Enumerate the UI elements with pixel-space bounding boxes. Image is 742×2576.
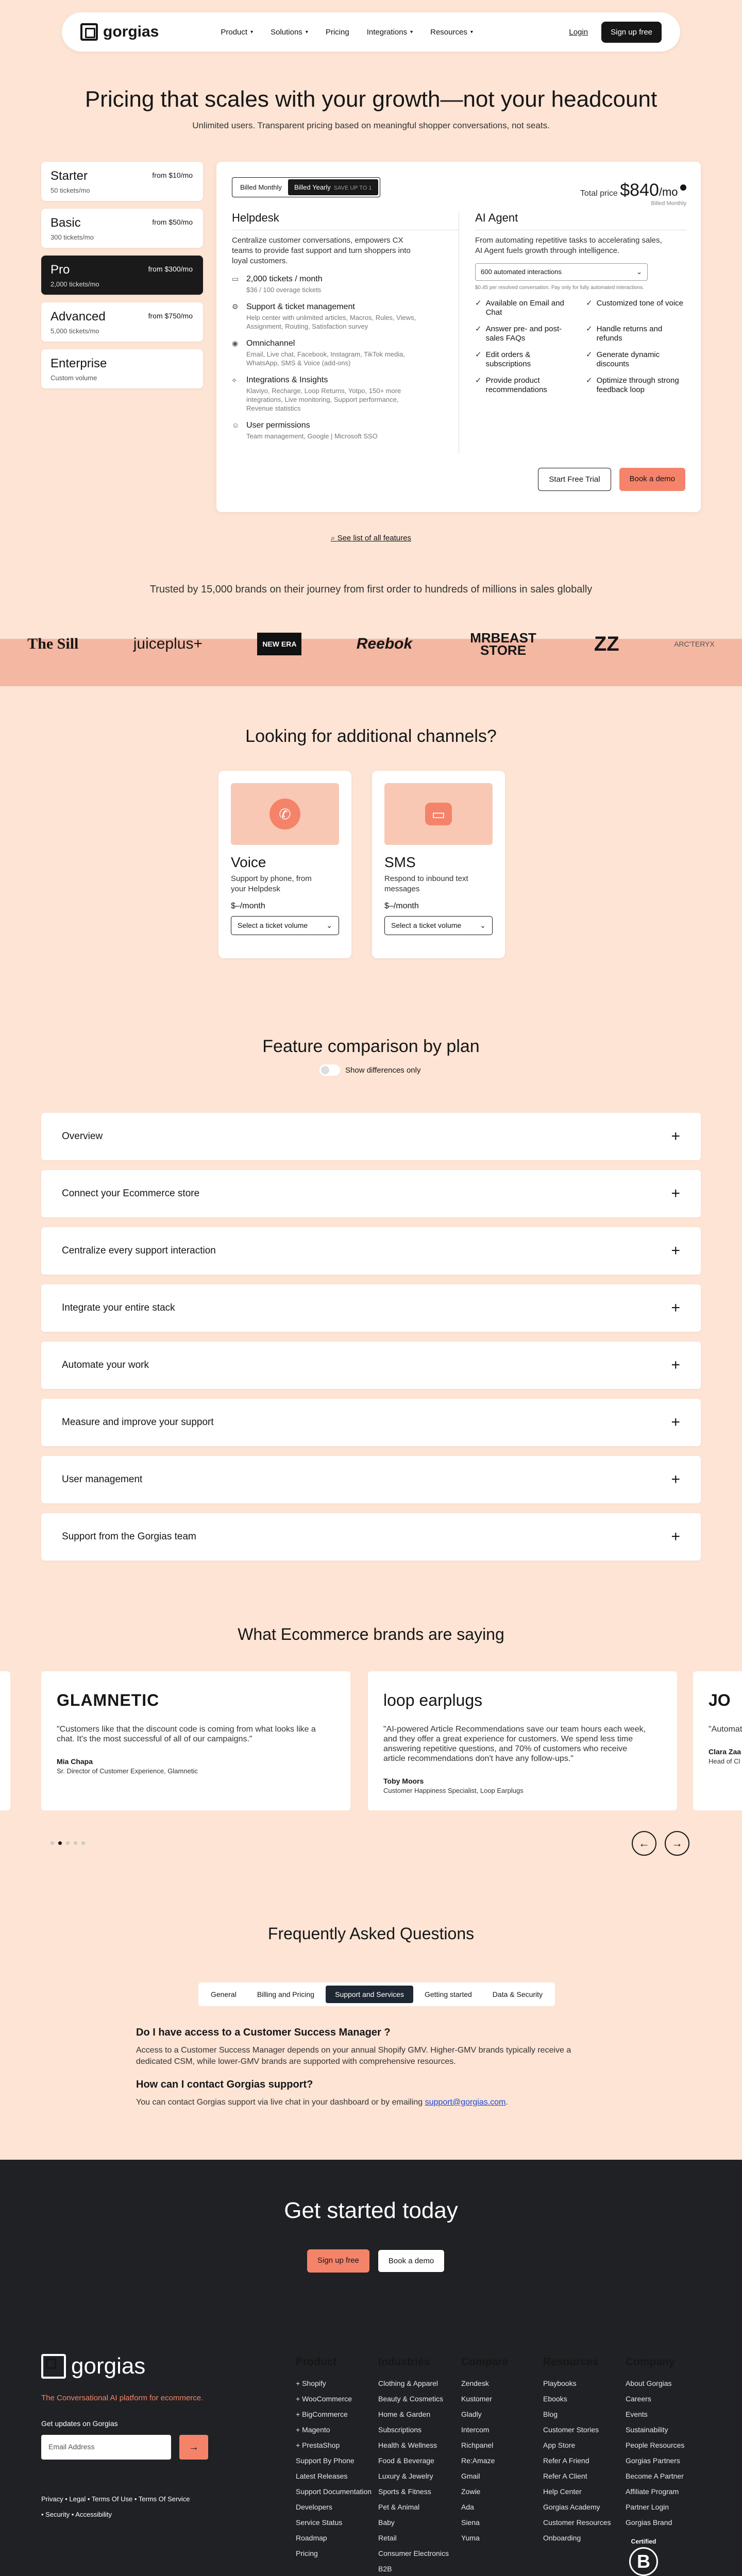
cta-buttons xyxy=(307,2249,445,2273)
chevron-down-icon: ▾ xyxy=(250,29,254,35)
updates-label: Get updates on Gorgias xyxy=(41,2419,118,2428)
footer-link[interactable]: Retail xyxy=(378,2534,397,2542)
plan-tickets: 5,000 tickets/mo xyxy=(50,327,99,335)
ai-feature: ✓ Provide product recommendations xyxy=(475,376,547,394)
accordion-overview[interactable]: Overview + xyxy=(41,1113,701,1160)
footer-link[interactable]: Playbooks xyxy=(543,2379,577,2387)
site-header xyxy=(62,12,680,52)
plan-name: Advanced xyxy=(50,310,106,324)
accordion-support[interactable]: Support from the Gorgias team + xyxy=(41,1513,701,1561)
ticket-icon: ▭ xyxy=(232,275,239,283)
info-icon[interactable] xyxy=(680,184,686,191)
footer-link[interactable]: Beauty & Cosmetics xyxy=(378,2395,444,2403)
plug-icon: ⟡ xyxy=(232,376,237,384)
footer-link[interactable]: Siena xyxy=(461,2518,480,2527)
arrow-right-icon[interactable]: → xyxy=(665,1831,689,1856)
ai-feature: ✓ Edit orders & subscriptions xyxy=(475,350,531,368)
tab-data-security[interactable]: Data & Security xyxy=(492,1990,543,1998)
accordion-measure[interactable]: Measure and improve your support + xyxy=(41,1399,701,1446)
testimonial-prev-peek xyxy=(0,1671,10,1810)
logo-mark-icon xyxy=(80,23,98,41)
plan-list xyxy=(41,162,203,396)
chevron-down-icon: ⌄ xyxy=(636,268,642,276)
footer-link[interactable]: Latest Releases xyxy=(296,2472,348,2480)
faq-answer: You can contact Gorgias support via live chat in your dashboard or by emailing support@gorgias.com. xyxy=(136,2098,508,2107)
faq-question[interactable]: Do I have access to a Customer Success Manager ? xyxy=(136,2027,391,2038)
faq-title: Frequently Asked Questions xyxy=(267,1924,475,1943)
ai-feature: ✓ Handle returns and refunds xyxy=(586,325,663,343)
chevron-down-icon: ⌄ xyxy=(480,921,486,929)
users-icon: ☺ xyxy=(232,421,240,429)
plan-price: from $300/mo xyxy=(148,265,193,273)
footer-link[interactable]: Careers xyxy=(626,2395,651,2403)
footer-link[interactable]: Roadmap xyxy=(296,2534,327,2542)
brand-logo: ARC'TERYX xyxy=(674,640,715,648)
footer-link[interactable]: + Magento xyxy=(296,2426,330,2434)
support-icon: ⚙ xyxy=(232,302,239,311)
footer-link[interactable]: + Shopify xyxy=(296,2379,326,2387)
footer-link[interactable]: + BigCommerce xyxy=(296,2410,348,2418)
legal-links: Privacy • Legal • Terms Of Use • Terms Of Service • Security • Accessibility xyxy=(41,2495,190,2518)
footer-link[interactable]: Zendesk xyxy=(461,2379,489,2387)
plus-icon: + xyxy=(671,1528,680,1545)
plus-icon: + xyxy=(671,1471,680,1488)
nav-resources[interactable]: Resources ▾ xyxy=(430,27,473,37)
differences-toggle[interactable] xyxy=(319,1064,420,1076)
testimonial-quote: "Customers like that the discount code is coming from what looks like a chat. It's the most successful of all of our campaigns." xyxy=(57,1725,316,1743)
footer-link[interactable]: Home & Garden xyxy=(378,2410,431,2418)
testimonial-name: Mia Chapa xyxy=(57,1757,93,1766)
channel-card-voice xyxy=(218,771,351,958)
billing-yearly[interactable]: Billed Yearly SAVE UP TO 1 xyxy=(288,179,378,195)
check-icon: ✓ xyxy=(586,376,593,385)
logo-mark-icon xyxy=(41,2354,66,2379)
see-all-features-link[interactable]: ⌕ See list of all features xyxy=(331,534,411,543)
login-link[interactable]: Login xyxy=(569,27,588,37)
main-nav xyxy=(221,28,473,37)
faq-tabs xyxy=(198,1982,555,2006)
channel-card-sms xyxy=(372,771,505,958)
ai-feature: ✓ Customized tone of voice xyxy=(586,299,686,317)
legal-link[interactable]: Terms Of Use xyxy=(91,2495,133,2503)
check-icon: ✓ xyxy=(475,350,482,359)
tab-general[interactable]: General xyxy=(211,1990,237,1998)
sms-illustration xyxy=(384,783,493,845)
chevron-down-icon: ▾ xyxy=(305,29,308,35)
trusted-text: Trusted by 15,000 brands on their journey from first order to hundreds of millions in sales globally xyxy=(149,584,593,595)
footer-col-product: Product + Shopify + WooCommerce + BigCommerce + Magento + PrestaShop Support By Phone Latest Releases Support Documentation Developers Service Status Roadmap Pricing xyxy=(296,2356,372,2561)
footer-link[interactable]: Blog xyxy=(543,2410,558,2418)
accordion-users[interactable]: User management + xyxy=(41,1456,701,1503)
plan-pro[interactable] xyxy=(41,256,203,295)
cta-signup-button[interactable]: Sign up free xyxy=(307,2249,369,2273)
footer-link[interactable]: + PrestaShop xyxy=(296,2441,340,2449)
footer-link[interactable]: Become A Partner xyxy=(626,2472,684,2480)
start-trial-button[interactable]: Start Free Trial xyxy=(538,468,611,491)
plan-starter[interactable] xyxy=(41,162,203,201)
nav-product[interactable]: Product ▾ xyxy=(221,27,254,37)
hero-title: Pricing that scales with your growth—not your headcount xyxy=(85,87,657,112)
nav-pricing[interactable]: Pricing xyxy=(325,27,349,37)
footer-link[interactable]: Gorgias Partners xyxy=(626,2456,680,2465)
feature-permissions: ☺ User permissions Team management, Google | Microsoft SSO xyxy=(232,421,378,440)
footer-link[interactable]: Refer A Friend xyxy=(543,2456,589,2465)
ai-feature-list xyxy=(475,299,686,395)
check-icon: ✓ xyxy=(475,299,482,308)
plan-price: from $50/mo xyxy=(152,218,193,226)
plus-icon: + xyxy=(671,1242,680,1259)
ai-agent-desc: From automating repetitive tasks to accelerating sales, AI Agent fuels growth through intelligence. xyxy=(475,236,662,255)
legal-link[interactable]: Legal xyxy=(69,2495,86,2503)
footer-link[interactable]: Support Documentation xyxy=(296,2487,372,2496)
plan-tickets: Custom volume xyxy=(50,374,97,382)
plan-enterprise[interactable] xyxy=(41,349,203,388)
plus-icon: + xyxy=(671,1299,680,1316)
check-icon: ✓ xyxy=(475,376,482,385)
ai-feature: ✓ Answer pre- and post-sales FAQs xyxy=(475,325,562,343)
chevron-down-icon: ▾ xyxy=(410,29,413,35)
phone-icon: ✆ xyxy=(269,799,300,829)
plus-icon: + xyxy=(671,1357,680,1374)
testimonial-role: Customer Happiness Specialist, Loop Earplugs xyxy=(383,1787,524,1794)
bcorp-badge: Certified B xyxy=(626,2538,662,2576)
ai-feature: ✓ Optimize through strong feedback loop xyxy=(586,376,679,394)
signup-button[interactable]: Sign up free xyxy=(601,22,662,43)
check-icon: ✓ xyxy=(475,325,482,333)
footer-link[interactable]: Luxury & Jewelry xyxy=(378,2472,433,2480)
channel-name: Voice xyxy=(231,854,266,870)
brand-logo: NEW ERA xyxy=(257,633,301,655)
total-label: Total price xyxy=(580,189,618,198)
accordion-automate[interactable]: Automate your work + xyxy=(41,1342,701,1389)
brand-logo: The Sill xyxy=(27,635,79,652)
ai-agent-title: AI Agent xyxy=(475,211,686,230)
helpdesk-column xyxy=(232,211,459,440)
footer-link[interactable]: Food & Beverage xyxy=(378,2456,434,2465)
footer-link[interactable]: Kustomer xyxy=(461,2395,492,2403)
ai-agent-column xyxy=(475,211,686,395)
footer-col-company: Company About Gorgias Careers Events Sustainability People Resources Gorgias Partners Become A Partner Affiliate Program Partner Login Gorgias Brand xyxy=(626,2356,684,2530)
footer-tagline: The Conversational AI platform for ecommerce. xyxy=(41,2394,204,2402)
footer-link[interactable]: Baby xyxy=(378,2518,395,2527)
testimonial-name: Clara Zaa xyxy=(709,1748,741,1756)
testimonial-name: Toby Moors xyxy=(383,1777,424,1785)
footer-col-resources: Resources Playbooks Ebooks Blog Customer Stories App Store Refer A Friend Refer A Client Help Center Gorgias Academy Customer Resources Onboarding xyxy=(543,2356,611,2546)
cta-demo-button[interactable]: Book a demo xyxy=(378,2249,445,2273)
footer-link[interactable]: Customer Stories xyxy=(543,2426,599,2434)
footer-link[interactable]: Consumer Electronics xyxy=(378,2549,449,2557)
footer-link[interactable]: Pet & Animal xyxy=(378,2503,420,2511)
accordion-integrate[interactable]: Integrate your entire stack + xyxy=(41,1284,701,1332)
toggle-label: Show differences only xyxy=(345,1065,421,1075)
plus-icon: + xyxy=(671,1185,680,1202)
helpdesk-desc: Centralize customer conversations, empowers CX teams to provide fast support and turn shoppers into loyal customers. xyxy=(232,236,411,265)
footer-link[interactable]: Help Center xyxy=(543,2487,582,2496)
footer-link[interactable]: Sports & Fitness xyxy=(378,2487,431,2496)
footer-link[interactable]: Sustainability xyxy=(626,2426,668,2434)
nav-integrations[interactable]: Integrations ▾ xyxy=(366,27,413,37)
compare-title: Feature comparison by plan xyxy=(262,1037,480,1056)
plan-name: Pro xyxy=(50,263,70,277)
footer-link[interactable]: Service Status xyxy=(296,2518,343,2527)
footer-link[interactable]: Intercom xyxy=(461,2426,490,2434)
chevron-down-icon: ⌄ xyxy=(326,921,332,929)
billing-toggle[interactable] xyxy=(232,177,380,197)
arrow-left-icon[interactable]: ← xyxy=(632,1831,656,1856)
footer-link[interactable]: Gorgias Academy xyxy=(543,2503,600,2511)
brand-logos xyxy=(0,618,742,670)
channel-name: SMS xyxy=(384,854,416,870)
plan-name: Starter xyxy=(50,169,88,183)
footer-link[interactable]: Gorgias Brand xyxy=(626,2518,672,2527)
footer-link[interactable]: B2B xyxy=(378,2565,392,2573)
plan-price: from $10/mo xyxy=(152,171,193,179)
footer-link[interactable]: Gladly xyxy=(461,2410,482,2418)
testimonial-role: Sr. Director of Customer Experience, Glamnetic xyxy=(57,1767,198,1775)
tab-getting-started[interactable]: Getting started xyxy=(424,1990,472,1998)
footer-link[interactable]: Re:Amaze xyxy=(461,2456,495,2465)
feature-integrations: ⟡ Integrations & Insights Klaviyo, Recharge, Loop Returns, Yotpo, 150+ more integrations, Live monitoring, Support performance, Revenue statistics xyxy=(232,376,401,412)
legal-link[interactable]: Privacy xyxy=(41,2495,63,2503)
channel-cards xyxy=(218,771,505,958)
check-icon: ✓ xyxy=(586,299,593,308)
footer-link[interactable]: Support By Phone xyxy=(296,2456,355,2465)
total-note: Billed Monthly xyxy=(651,200,686,207)
brand-logo: ZZ xyxy=(594,632,619,655)
accordion-centralize[interactable]: Centralize every support interaction + xyxy=(41,1227,701,1275)
voice-illustration xyxy=(231,783,339,845)
faq-question[interactable]: How can I contact Gorgias support? xyxy=(136,2079,313,2090)
footer-link[interactable]: Gmail xyxy=(461,2472,480,2480)
support-email-link[interactable]: support@gorgias.com xyxy=(425,2098,506,2107)
brand-logo: Reebok xyxy=(356,635,413,652)
total-price xyxy=(580,180,686,207)
testimonial-brand: loop earplugs xyxy=(383,1691,483,1709)
footer-link[interactable]: Ada xyxy=(461,2503,474,2511)
channel-price: $–/month xyxy=(231,902,265,910)
toggle-switch[interactable] xyxy=(319,1064,340,1076)
footer-link[interactable]: Zowie xyxy=(461,2487,481,2496)
footer-link[interactable]: Events xyxy=(626,2410,648,2418)
accordion-ecommerce[interactable]: Connect your Ecommerce store + xyxy=(41,1170,701,1217)
legal-link[interactable]: Terms Of Service xyxy=(138,2495,190,2503)
footer-link[interactable]: Ebooks xyxy=(543,2395,567,2403)
billing-monthly[interactable]: Billed Monthly xyxy=(240,183,282,191)
footer-link[interactable]: Onboarding xyxy=(543,2534,581,2542)
footer-col-compare: Compare Zendesk Kustomer Gladly Intercom Richpanel Re:Amaze Gmail Zowie Ada Siena Yuma xyxy=(461,2356,508,2546)
plus-icon: + xyxy=(671,1128,680,1145)
legal-link[interactable]: Security xyxy=(45,2511,70,2518)
channel-price: $–/month xyxy=(384,902,419,910)
footer-link[interactable]: Partner Login xyxy=(626,2503,669,2511)
footer-link[interactable]: Health & Wellness xyxy=(378,2441,437,2449)
chevron-down-icon: ▾ xyxy=(470,29,473,35)
footer-link[interactable]: Richpanel xyxy=(461,2441,494,2449)
footer-link[interactable]: + WooCommerce xyxy=(296,2395,352,2403)
faq-answer: Access to a Customer Success Manager depends on your annual Shopify GMV. Higher-GMV brands typically receive a dedicated CSM, while lower-GMV brands are supported with comprehensive resources. xyxy=(136,2046,571,2066)
testimonial-card xyxy=(41,1671,350,1810)
brand-name: gorgias xyxy=(103,23,159,40)
tab-billing[interactable]: Billing and Pricing xyxy=(257,1990,315,1998)
bcorp-icon: B xyxy=(629,2547,658,2576)
channels-title: Looking for additional channels? xyxy=(245,726,497,746)
pricing-card xyxy=(216,162,701,512)
plan-basic[interactable] xyxy=(41,209,203,248)
check-icon: ✓ xyxy=(586,325,593,333)
legal-link[interactable]: Accessibility xyxy=(75,2511,112,2518)
plan-price: from $750/mo xyxy=(148,312,193,320)
footer-link[interactable]: Subscriptions xyxy=(378,2426,422,2434)
sms-volume-select[interactable]: Select a ticket volume ⌄ xyxy=(384,916,493,935)
testimonial-brand: JO xyxy=(709,1691,731,1709)
carousel-dot[interactable] xyxy=(74,1841,77,1845)
carousel-dot[interactable] xyxy=(50,1841,54,1845)
brand-logo: MRBEAST STORE xyxy=(470,630,536,658)
total-value: $840 xyxy=(620,180,659,200)
plan-tickets: 300 tickets/mo xyxy=(50,233,94,241)
channel-desc: Support by phone, from your Helpdesk xyxy=(231,874,312,893)
save-badge: SAVE UP TO 1 xyxy=(333,185,372,191)
plan-name: Enterprise xyxy=(50,357,107,370)
testimonial-quote: "Automat xyxy=(709,1725,742,1734)
plan-tickets: 50 tickets/mo xyxy=(50,187,90,194)
submit-arrow-icon[interactable]: → xyxy=(179,2435,208,2460)
tab-support[interactable]: Support and Services xyxy=(326,1986,413,2003)
nav-solutions[interactable]: Solutions ▾ xyxy=(271,27,308,37)
automated-interactions-select[interactable]: 600 automated interactions ⌄ xyxy=(475,263,648,281)
channel-desc: Respond to inbound text messages xyxy=(384,874,468,893)
cta-title: Get started today xyxy=(284,2198,458,2223)
helpdesk-title: Helpdesk xyxy=(232,211,459,230)
carousel-dot[interactable] xyxy=(58,1841,62,1845)
feature-omnichannel: ◉ Omnichannel Email, Live chat, Facebook, Instagram, TikTok media, WhatsApp, SMS & Voice (add-ons) xyxy=(232,339,405,367)
check-icon: ✓ xyxy=(586,350,593,359)
footer-link[interactable]: Refer A Client xyxy=(543,2472,587,2480)
testimonials-title: What Ecommerce brands are saying xyxy=(238,1625,504,1643)
plan-tickets: 2,000 tickets/mo xyxy=(50,280,99,288)
carousel-arrows xyxy=(632,1831,689,1856)
feature-tickets: ▭ 2,000 tickets / month $36 / 100 overage tickets xyxy=(232,275,323,294)
plan-advanced[interactable] xyxy=(41,302,203,342)
voice-volume-select[interactable]: Select a ticket volume ⌄ xyxy=(231,916,339,935)
plan-name: Basic xyxy=(50,216,81,230)
brand-logo: juiceplus+ xyxy=(133,635,203,652)
footer-link[interactable]: Pricing xyxy=(296,2549,318,2557)
footer-link[interactable]: People Resources xyxy=(626,2441,685,2449)
message-icon: ▭ xyxy=(425,803,452,825)
footer-link[interactable]: Clothing & Apparel xyxy=(378,2379,438,2387)
footer-link[interactable]: Developers xyxy=(296,2503,332,2511)
feature-support: ⚙ Support & ticket management Help center with unlimited articles, Macros, Rules, Views, Assignment, Routing, Satisfaction survey xyxy=(232,302,416,330)
channel-icon: ◉ xyxy=(232,339,239,347)
book-demo-button[interactable]: Book a demo xyxy=(619,468,685,491)
carousel-dot[interactable] xyxy=(81,1841,85,1845)
footer-link[interactable]: App Store xyxy=(543,2441,576,2449)
carousel-dots xyxy=(50,1841,85,1845)
testimonial-brand: GLAMNETIC xyxy=(57,1691,160,1709)
search-icon: ⌕ xyxy=(331,534,338,543)
gorgias-logo[interactable] xyxy=(80,23,159,41)
footer-link[interactable]: Affiliate Program xyxy=(626,2487,679,2496)
footer-link[interactable]: Yuma xyxy=(461,2534,480,2542)
hero-subtitle: Unlimited users. Transparent pricing based on meaningful shopper conversations, not seats. xyxy=(192,121,550,130)
ai-price-note: $0.45 per resolved conversation. Pay only for fully automated interactions. xyxy=(475,285,644,291)
footer-logo[interactable]: gorgias xyxy=(41,2353,145,2379)
ai-feature: ✓ Available on Email and Chat xyxy=(475,299,564,317)
footer-col-industries: Industries Clothing & Apparel Beauty & Cosmetics Home & Garden Subscriptions Health & Wellness Food & Beverage Luxury & Jewelry Sports & Fitness Pet & Animal Baby Retail Consumer Electronics B2B xyxy=(378,2356,449,2576)
ai-feature: ✓ Generate dynamic discounts xyxy=(586,350,660,368)
plus-icon: + xyxy=(671,1414,680,1431)
footer-link[interactable]: About Gorgias xyxy=(626,2379,672,2387)
footer-email-input[interactable]: Email Address xyxy=(41,2435,171,2460)
testimonial-card-peek xyxy=(693,1671,742,1810)
testimonial-card xyxy=(368,1671,677,1810)
total-unit: /mo xyxy=(659,185,678,198)
faq-list xyxy=(136,2027,600,2108)
testimonial-role: Head of Cl xyxy=(709,1757,740,1765)
footer-link[interactable]: Customer Resources xyxy=(543,2518,611,2527)
testimonial-quote: "AI-powered Article Recommendations save our team hours each week, and they offer a great experience for customers. We spend less time answering repetitive questions, and 70% of customers who receive article recommendations don't have any follow-ups." xyxy=(383,1725,646,1763)
carousel-dot[interactable] xyxy=(66,1841,70,1845)
